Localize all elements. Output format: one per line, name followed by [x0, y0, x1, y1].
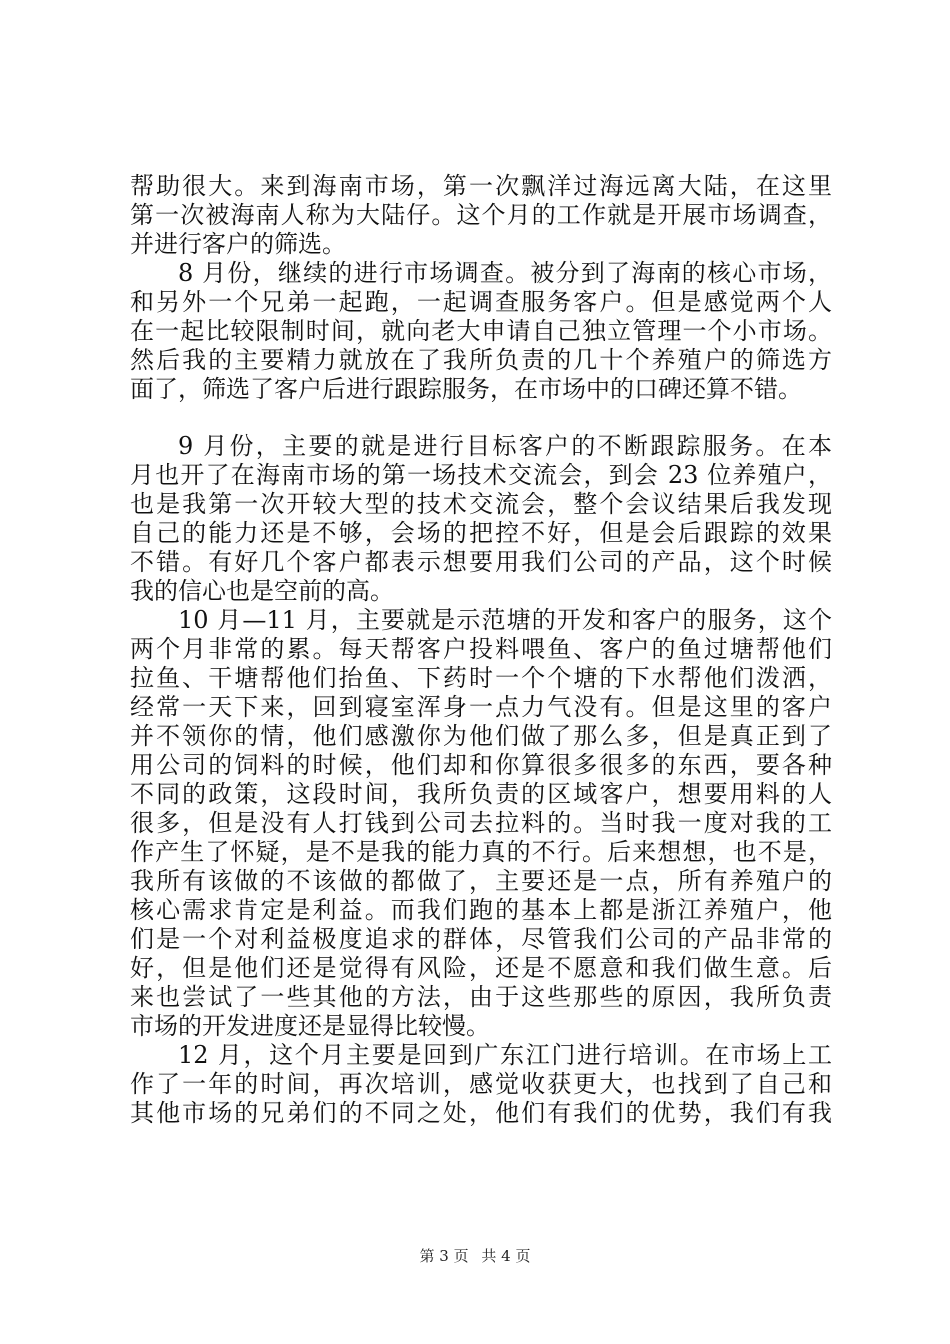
- text-line: 面了，筛选了客户后进行跟踪服务，在市场中的口碑还算不错。: [130, 375, 802, 403]
- paragraph: [130, 172, 832, 259]
- text-line: 不同的政策，这段时间，我所负责的区域客户，想要用料的人: [130, 780, 832, 808]
- text-line: 其他市场的兄弟们的不同之处，他们有我们的优势，我们有我: [130, 1099, 832, 1127]
- text-line: 我所有该做的不该做的都做了，主要还是一点，所有养殖户的: [130, 867, 832, 895]
- text-line: 市场的开发进度还是显得比较慢。: [130, 1012, 490, 1040]
- paragraph: [130, 432, 832, 606]
- text-line: 核心需求肯定是利益。而我们跑的基本上都是浙江养殖户，他: [130, 896, 832, 924]
- paragraph: [130, 1041, 832, 1128]
- paragraph: [130, 606, 832, 1041]
- text-line: 8 月份，继续的进行市场调查。被分到了海南的核心市场，: [178, 259, 832, 287]
- text-line: 们是一个对利益极度追求的群体，尽管我们公司的产品非常的: [130, 925, 832, 953]
- text-line: 好，但是他们还是觉得有风险，还是不愿意和我们做生意。后: [130, 954, 832, 982]
- text-line: 第一次被海南人称为大陆仔。这个月的工作就是开展市场调查，: [130, 201, 832, 229]
- text-line: 用公司的饲料的时候，他们却和你算很多很多的东西，要各种: [130, 751, 832, 779]
- text-line: 两个月非常的累。每天帮客户投料喂鱼、客户的鱼过塘帮他们: [130, 635, 832, 663]
- text-line: 我的信心也是空前的高。: [130, 577, 394, 605]
- text-line: 并不领你的情，他们感激你为他们做了那么多，但是真正到了: [130, 722, 832, 750]
- text-line: 作了一年的时间，再次培训，感觉收获更大，也找到了自己和: [130, 1070, 832, 1098]
- text-line: 并进行客户的筛选。: [130, 230, 346, 258]
- text-line: 9 月份，主要的就是进行目标客户的不断跟踪服务。在本: [178, 432, 832, 460]
- text-line: 月也开了在海南市场的第一场技术交流会，到会 23 位养殖户，: [130, 461, 832, 489]
- text-line: 来也尝试了一些其他的方法，由于这些那些的原因，我所负责: [130, 983, 832, 1011]
- text-line: 经常一天下来，回到寝室浑身一点力气没有。但是这里的客户: [130, 693, 832, 721]
- text-line: 和另外一个兄弟一起跑，一起调查服务客户。但是感觉两个人: [130, 288, 832, 316]
- paragraph-gap: [130, 404, 832, 432]
- text-line: 不错。有好几个客户都表示想要用我们公司的产品，这个时候: [130, 548, 832, 576]
- text-line: 拉鱼、干塘帮他们抬鱼、下药时一个个塘的下水帮他们泼洒，: [130, 664, 832, 692]
- text-line: 很多，但是没有人打钱到公司去拉料的。当时我一度对我的工: [130, 809, 832, 837]
- text-line: 10 月—11 月，主要就是示范塘的开发和客户的服务，这个: [178, 606, 832, 634]
- page-total: 共 4 页: [481, 1247, 531, 1265]
- text-line: 然后我的主要精力就放在了我所负责的几十个养殖户的筛选方: [130, 346, 832, 374]
- page-footer: [0, 1246, 950, 1266]
- page-number: 第 3 页: [419, 1247, 469, 1265]
- text-line: 12 月，这个月主要是回到广东江门进行培训。在市场上工: [178, 1041, 832, 1069]
- text-line: 帮助很大。来到海南市场，第一次飘洋过海远离大陆，在这里: [130, 172, 832, 200]
- text-line: 也是我第一次开较大型的技术交流会，整个会议结果后我发现: [130, 490, 832, 518]
- document-body: [130, 172, 832, 1128]
- text-line: 作产生了怀疑，是不是我的能力真的不行。后来想想，也不是，: [130, 838, 832, 866]
- text-line: 自己的能力还是不够，会场的把控不好，但是会后跟踪的效果: [130, 519, 832, 547]
- paragraph: [130, 259, 832, 404]
- text-line: 在一起比较限制时间，就向老大申请自己独立管理一个小市场。: [130, 317, 832, 345]
